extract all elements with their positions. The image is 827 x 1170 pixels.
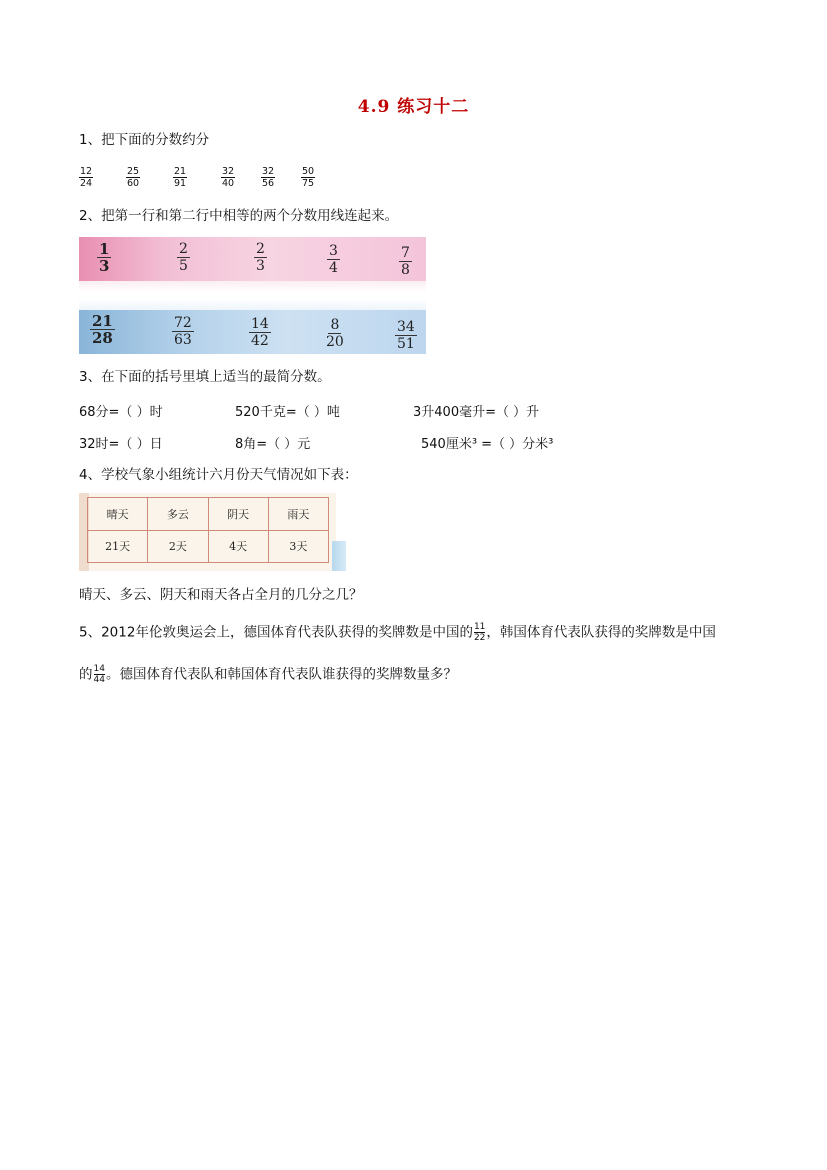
denominator: 63 (174, 332, 192, 348)
table-header-cell: 多云 (148, 498, 208, 531)
numerator: 2 (256, 241, 265, 257)
question-5-text: 的 (79, 666, 93, 683)
numerator: 11 (473, 622, 486, 632)
question-5-text: 5、2012年伦敦奥运会上，德国体育代表队获得的奖牌数是中国的 (79, 624, 473, 641)
fraction (301, 166, 315, 189)
denominator: 60 (127, 178, 140, 189)
denominator: 51 (397, 336, 415, 352)
question-1-fractions (79, 166, 339, 194)
numerator: 12 (80, 166, 93, 177)
numerator: 50 (302, 166, 315, 177)
fill-blank: 3升400毫升=（ ）升 (413, 405, 540, 420)
numerator: 34 (397, 319, 415, 335)
denominator: 42 (251, 333, 269, 349)
page-title: 4.9 练习十二 (357, 97, 470, 117)
weather-table-image (79, 493, 336, 571)
row1-fraction (254, 242, 267, 273)
table-header-cell: 晴天 (88, 498, 148, 531)
denominator: 3 (256, 258, 265, 274)
denominator: 40 (222, 178, 235, 189)
numerator: 8 (330, 317, 340, 333)
denominator: 20 (326, 334, 344, 350)
question-5-line-2 (79, 664, 457, 685)
numerator: 14 (93, 664, 105, 674)
weather-table (87, 497, 329, 563)
numerator: 14 (251, 316, 269, 332)
row2-fraction (172, 316, 194, 347)
question-2-label: 2、把第一行和第二行中相等的两个分数用线连起来。 (79, 208, 399, 224)
row1-fraction (97, 242, 111, 273)
numerator: 3 (329, 243, 338, 259)
question-4-label: 4、学校气象小组统计六月份天气情况如下表： (79, 467, 358, 483)
numerator: 72 (174, 315, 192, 331)
denominator: 8 (401, 262, 410, 278)
denominator: 44 (93, 675, 105, 685)
fill-blank: 8角=（ ）元 (235, 437, 311, 452)
question-5-text: 。德国体育代表队和韩国体育代表队谁获得的奖牌数量多？ (105, 666, 457, 683)
table-cell: 21天 (88, 530, 148, 563)
fraction-row-1-band (79, 237, 426, 281)
fraction (474, 622, 485, 643)
denominator: 4 (329, 260, 338, 276)
denominator: 28 (92, 329, 113, 347)
question-5-line-1 (79, 622, 716, 643)
fill-blank: 68分=（ ）时 (79, 405, 163, 420)
denominator: 24 (80, 178, 93, 189)
question-4-prompt: 晴天、多云、阴天和雨天各占全月的几分之几？ (79, 587, 363, 603)
denominator: 5 (179, 258, 188, 274)
row1-fraction (177, 242, 190, 273)
fraction (94, 664, 105, 685)
table-cell: 4天 (208, 530, 268, 563)
table-cell: 2天 (148, 530, 208, 563)
denominator: 75 (302, 178, 315, 189)
fill-blank: 540厘米³ =（ ）分米³ (421, 437, 554, 452)
row2-fraction (324, 318, 346, 349)
table-header-cell: 雨天 (268, 498, 328, 531)
fill-blank: 520千克=（ ）吨 (235, 405, 340, 420)
table-cell: 3天 (268, 530, 328, 563)
row2-fraction (249, 317, 271, 348)
question-5-text: ，韩国体育代表队获得的奖牌数是中国 (486, 624, 716, 641)
image-edge (332, 541, 346, 571)
fraction (221, 166, 235, 189)
row2-fraction (395, 320, 417, 351)
numerator: 2 (179, 241, 188, 257)
numerator: 32 (222, 166, 235, 177)
numerator: 25 (127, 166, 140, 177)
denominator: 22 (473, 633, 486, 643)
numerator: 32 (262, 166, 275, 177)
table-row (88, 530, 329, 563)
denominator: 91 (174, 178, 187, 189)
numerator: 7 (401, 245, 410, 261)
question-1-label: 1、把下面的分数约分 (79, 132, 210, 148)
fill-blank: 32时=（ ）日 (79, 437, 163, 452)
row1-fraction (399, 246, 412, 277)
fraction (79, 166, 93, 189)
denominator: 56 (262, 178, 275, 189)
row2-fraction (90, 314, 115, 345)
numerator: 1 (99, 240, 110, 258)
fraction (126, 166, 140, 189)
numerator: 21 (92, 312, 113, 330)
fraction (261, 166, 275, 189)
row1-fraction (327, 244, 340, 275)
denominator: 3 (99, 257, 110, 275)
numerator: 21 (174, 166, 187, 177)
table-header-cell: 阴天 (208, 498, 268, 531)
table-row (88, 498, 329, 531)
question-3-label: 3、在下面的括号里填上适当的最简分数。 (79, 369, 331, 385)
fraction-band-gap (79, 281, 426, 310)
fraction (173, 166, 187, 189)
